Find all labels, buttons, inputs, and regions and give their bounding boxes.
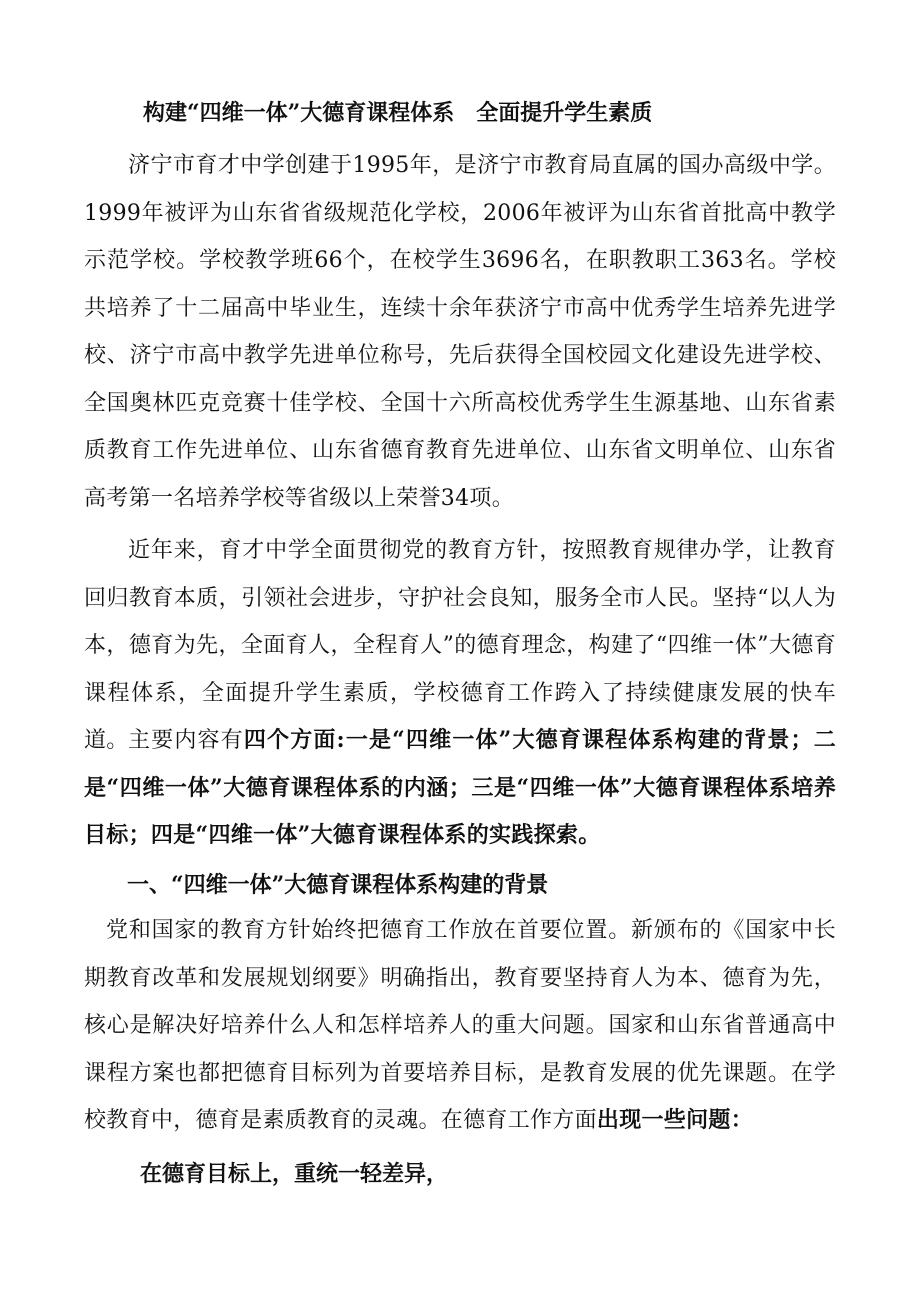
subheading-moral-goals: 在德育目标上，重统一轻差异，: [140, 1161, 449, 1187]
policy-background-text: 党和国家的教育方针始终把德育工作放在首要位置。新颁布的《国家中长期教育改革和发展规划纲要》明确指出，教育要坚持育人为本、德育为先，核心是解决好培养什么人和怎样培养人的重大问题。国家和山东省普通高中课程方案也都把德育目标列为首要培养目标，是教育发展的优先课题。在学校教育中，德育是素质教育的灵魂。在德育工作方面: [84, 918, 836, 1133]
paragraph-recent-years: 近年来，育才中学全面贯彻党的教育方针，按照教育规律办学，让教育回归教育本质，引领社会进步，守护社会良知，服务全市人民。坚持“以人为本，德育为先，全面育人，全程育人”的德育理念，构建了“四维一体”大德育课程体系，全面提升学生素质，学校德育工作跨入了持续健康发展的快车道。: [84, 538, 836, 753]
main-content-four-aspects: 四个方面:一是“四维一体”大德育课程体系构建的背景；二是“四维一体”大德育课程体系的内涵；三是“四维一体”大德育课程体系培养目标；四是“四维一体”大德育课程体系的实践探索。: [84, 727, 836, 848]
paragraph-main-content: [84, 717, 836, 860]
main-content-intro: 主要内容有: [128, 728, 244, 753]
document-title: 构建“四维一体”大德育课程体系 全面提升学生素质: [143, 100, 653, 126]
paragraph-school-intro: 济宁市育才中学创建于1995年，是济宁市教育局直属的国办高级中学。1999年被评为山东省省级规范化学校，2006年被评为山东省首批高中教学示范学校。学校教学班66个，在校学生3696名，在职教职工363名。学校共培养了十二届高中毕业生，连续十余年获济宁市高中优秀学生培养先进学校、济宁市高中教学先进单位称号，先后获得全国校园文化建设先进学校、全国奥林匹克竞赛十佳学校、全国十六所高校优秀学生生源基地、山东省素质教育工作先进单位、山东省德育教育先进单位、山东省文明单位、山东省高考第一名培养学校等省级以上荣誉34项。: [84, 153, 836, 511]
problems-lead-in: 出现一些问题：: [596, 1107, 754, 1133]
paragraph-policy-background: [84, 907, 836, 1145]
section-heading-background: 一、“四维一体”大德育课程体系构建的背景: [127, 872, 549, 898]
